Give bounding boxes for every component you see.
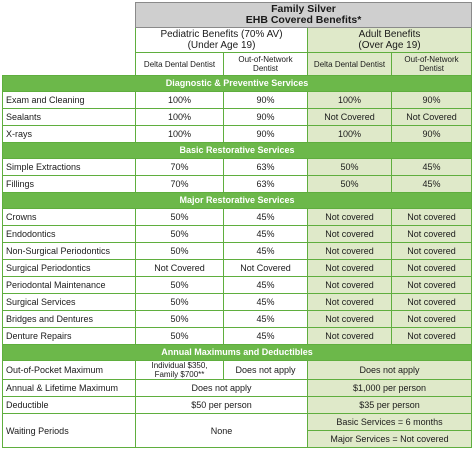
col-header-ped-delta: Delta Dental Dentist [136, 53, 224, 76]
table-row-waiting [3, 414, 472, 431]
service-name: Simple Extractions [3, 159, 136, 176]
adult-oon-value: Not covered [392, 243, 472, 260]
service-name: Fillings [3, 176, 136, 193]
adult-delta-value: Not covered [308, 277, 392, 294]
adult-delta-value: Not covered [308, 328, 392, 345]
adult-delta-value: Not covered [308, 260, 392, 277]
table-row [3, 109, 472, 126]
service-name: Endodontics [3, 226, 136, 243]
service-name: Non-Surgical Periodontics [3, 243, 136, 260]
ped-delta-value: 50% [136, 243, 224, 260]
adult-oon-value: Not covered [392, 226, 472, 243]
table-row [3, 92, 472, 109]
waiting-adult-basic-value: Basic Services = 6 months [308, 414, 472, 431]
ped-oon-value: 45% [224, 243, 308, 260]
adult-group-line2: (Over Age 19) [358, 40, 421, 51]
service-name: Surgical Periodontics [3, 260, 136, 277]
ped-oon-value: 63% [224, 176, 308, 193]
table-row [3, 209, 472, 226]
service-name: X-rays [3, 126, 136, 143]
col-header-adult-oon-line1: Out-of-Network [404, 55, 459, 64]
header-blank-cell [3, 53, 136, 76]
table-row [3, 126, 472, 143]
header-blank-cell [3, 28, 136, 53]
ped-oon-value: 45% [224, 294, 308, 311]
adult-delta-value: Not covered [308, 294, 392, 311]
oop-ped-delta-line2: Family $700** [154, 370, 205, 379]
benefits-table [2, 2, 472, 448]
adult-oon-value: Not covered [392, 260, 472, 277]
ped-oon-value: 45% [224, 226, 308, 243]
table-row [3, 176, 472, 193]
section-header-diagnostic: Diagnostic & Preventive Services [3, 76, 472, 92]
ped-delta-value: 50% [136, 328, 224, 345]
section-header-basic: Basic Restorative Services [3, 143, 472, 159]
col-header-ped-oon-line2: Dentist [253, 64, 278, 73]
col-header-ped-oon [224, 53, 308, 76]
adult-oon-value: 90% [392, 92, 472, 109]
pediatric-group-header [136, 28, 308, 53]
waiting-label: Waiting Periods [3, 414, 136, 448]
ped-delta-value: 50% [136, 277, 224, 294]
ped-oon-value: 45% [224, 311, 308, 328]
waiting-ped-value: None [136, 414, 308, 448]
adult-delta-value: 50% [308, 176, 392, 193]
plan-title [136, 3, 472, 28]
section-header-major: Major Restorative Services [3, 193, 472, 209]
annual-max-label: Annual & Lifetime Maximum [3, 380, 136, 397]
adult-oon-value: Not covered [392, 209, 472, 226]
col-header-adult-oon [392, 53, 472, 76]
ped-delta-value: 100% [136, 109, 224, 126]
table-row [3, 277, 472, 294]
adult-delta-value: Not covered [308, 311, 392, 328]
ped-delta-value: Not Covered [136, 260, 224, 277]
table-row-deductible [3, 397, 472, 414]
ped-oon-value: 90% [224, 92, 308, 109]
ped-oon-value: 90% [224, 109, 308, 126]
ped-delta-value: 70% [136, 176, 224, 193]
plan-title-line2: EHB Covered Benefits* [245, 14, 362, 26]
adult-oon-value: Not covered [392, 311, 472, 328]
deductible-ped-value: $50 per person [136, 397, 308, 414]
oop-ped-delta-value [136, 361, 224, 380]
adult-oon-value: Not covered [392, 328, 472, 345]
ped-oon-value: 45% [224, 209, 308, 226]
adult-group-header [308, 28, 472, 53]
annual-max-ped-value: Does not apply [136, 380, 308, 397]
pediatric-group-line1: Pediatric Benefits (70% AV) [160, 29, 283, 40]
service-name: Sealants [3, 109, 136, 126]
oop-adult-value: Does not apply [308, 361, 472, 380]
adult-delta-value: 50% [308, 159, 392, 176]
annual-max-adult-value: $1,000 per person [308, 380, 472, 397]
service-name: Periodontal Maintenance [3, 277, 136, 294]
adult-delta-value: Not covered [308, 243, 392, 260]
oop-ped-delta-line1: Individual $350, [151, 361, 208, 370]
adult-delta-value: 100% [308, 92, 392, 109]
ped-delta-value: 100% [136, 92, 224, 109]
ped-delta-value: 50% [136, 294, 224, 311]
plan-title-line1: Family Silver [271, 3, 336, 15]
service-name: Crowns [3, 209, 136, 226]
adult-delta-value: Not covered [308, 209, 392, 226]
section-header-annual: Annual Maximums and Deductibles [3, 345, 472, 361]
ped-delta-value: 100% [136, 126, 224, 143]
adult-oon-value: 90% [392, 126, 472, 143]
waiting-adult-major-value: Major Services = Not covered [308, 431, 472, 448]
table-row [3, 294, 472, 311]
oop-label: Out-of-Pocket Maximum [3, 361, 136, 380]
adult-delta-value: Not Covered [308, 109, 392, 126]
adult-oon-value: Not covered [392, 294, 472, 311]
adult-oon-value: 45% [392, 176, 472, 193]
service-name: Surgical Services [3, 294, 136, 311]
ped-delta-value: 70% [136, 159, 224, 176]
service-name: Bridges and Dentures [3, 311, 136, 328]
deductible-adult-value: $35 per person [308, 397, 472, 414]
adult-oon-value: Not covered [392, 277, 472, 294]
service-name: Denture Repairs [3, 328, 136, 345]
oop-ped-oon-value: Does not apply [224, 361, 308, 380]
ped-delta-value: 50% [136, 226, 224, 243]
table-row [3, 328, 472, 345]
col-header-ped-oon-line1: Out-of-Network [238, 55, 293, 64]
adult-group-line1: Adult Benefits [358, 29, 421, 40]
col-header-adult-oon-line2: Dentist [419, 64, 444, 73]
service-name: Exam and Cleaning [3, 92, 136, 109]
table-row [3, 243, 472, 260]
ped-oon-value: 45% [224, 277, 308, 294]
table-row [3, 226, 472, 243]
adult-delta-value: 100% [308, 126, 392, 143]
table-row [3, 311, 472, 328]
deductible-label: Deductible [3, 397, 136, 414]
pediatric-group-line2: (Under Age 19) [187, 40, 256, 51]
ped-delta-value: 50% [136, 209, 224, 226]
header-blank-cell [3, 3, 136, 28]
table-row [3, 260, 472, 277]
ped-delta-value: 50% [136, 311, 224, 328]
ped-oon-value: 90% [224, 126, 308, 143]
ped-oon-value: 63% [224, 159, 308, 176]
table-row-annual-max [3, 380, 472, 397]
adult-oon-value: 45% [392, 159, 472, 176]
ped-oon-value: Not Covered [224, 260, 308, 277]
adult-delta-value: Not covered [308, 226, 392, 243]
adult-oon-value: Not Covered [392, 109, 472, 126]
col-header-adult-delta: Delta Dental Dentist [308, 53, 392, 76]
table-row [3, 159, 472, 176]
ped-oon-value: 45% [224, 328, 308, 345]
table-row-oop [3, 361, 472, 380]
